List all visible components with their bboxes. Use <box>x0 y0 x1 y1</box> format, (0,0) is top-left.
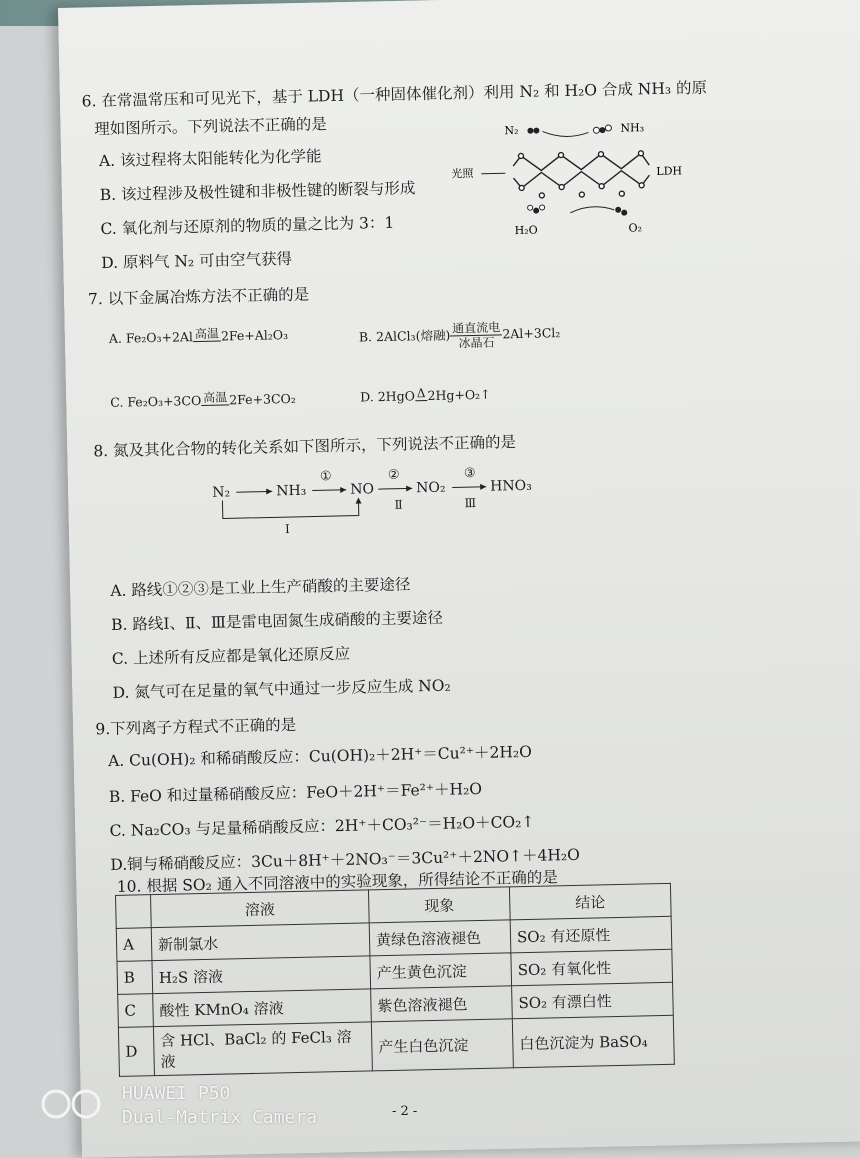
q7-a-right: 2Fe+Al₂O₃ <box>220 327 289 344</box>
table-header-cell: 结论 <box>509 883 671 920</box>
table-cell: 酸性 KMnO₄ 溶液 <box>153 989 372 1027</box>
arrow-n2-to-nh3 <box>542 130 588 137</box>
camera-watermark-logo-icon <box>40 1088 104 1120</box>
q7-b-left: 2AlCl₃(熔融) <box>375 327 451 345</box>
scheme-hno3: HNO₃ <box>490 477 532 495</box>
diagram-o2-label: O₂ <box>628 221 643 235</box>
nh3-molecule-icon <box>593 125 611 133</box>
q9-option-a: A. Cu(OH)₂ 和稀硝酸反应：Cu(OH)₂＋2H⁺＝Cu²⁺＋2H₂O <box>107 742 533 771</box>
q7-option-b <box>359 319 561 352</box>
diagram-nh3-label: NH₃ <box>620 121 645 135</box>
q7-a-condition: 高温 <box>193 327 221 349</box>
camera-watermark <box>122 1082 317 1130</box>
diagram-light-label: 光照 <box>451 166 474 181</box>
table-header-cell <box>116 895 152 929</box>
ldh-lattice-icon <box>513 151 650 199</box>
q7-d-right: 2Hg+O₂↑ <box>427 386 491 404</box>
q7-stem: 7. 以下金属冶炼方法不正确的是 <box>87 285 310 309</box>
table-cell: SO₂ 有漂白性 <box>512 982 674 1019</box>
scheme-n2: N₂ <box>212 484 231 501</box>
q7-c-left: Fe₂O₃+3CO <box>127 392 202 410</box>
scheme-r2: ② <box>387 467 400 483</box>
q7-b-condition: $\frac{\text{通直流电}}{\text{冰晶石}}$ <box>450 320 503 350</box>
q7-a-label: A. <box>108 330 123 346</box>
q9-option-c: C. Na₂CO₃ 与足量稀硝酸反应：2H⁺＋CO₃²⁻＝H₂O＋CO₂↑ <box>109 812 535 841</box>
q8-stem: 8. 氮及其化合物的转化关系如下图所示，下列说法不正确的是 <box>93 433 517 461</box>
scheme-no: NO <box>350 481 375 498</box>
q9-option-b: B. FeO 和过量稀硝酸反应：FeO＋2H⁺＝Fe²⁺＋H₂O <box>108 779 483 807</box>
q6-option-d: D. 原料气 N₂ 可由空气获得 <box>101 249 293 273</box>
h2o-molecule-icon <box>528 205 545 214</box>
ldh-diagram <box>450 112 713 248</box>
scheme-p2: Ⅱ <box>394 497 403 512</box>
table-cell: 新制氯水 <box>151 923 370 961</box>
q8-option-c: C. 上述所有反应都是氧化还原反应 <box>111 644 351 668</box>
q7-c-label: C. <box>110 394 124 410</box>
q9-option-d: D.铜与稀硝酸反应：3Cu＋8H⁺＋2NO₃⁻＝3Cu²⁺＋2NO↑＋4H₂O <box>110 845 581 875</box>
q7-c-right: 2Fe+3CO₂ <box>229 390 296 408</box>
n2-molecule-icon <box>527 128 539 134</box>
scheme-p1: Ⅰ <box>284 522 290 537</box>
q6-stem-line1: 6. 在常温常压和可见光下，基于 LDH（一种固体催化剂）利用 N₂ 和 H₂O 合成 NH₃ 的原 <box>81 78 708 111</box>
table-cell: SO₂ 有还原性 <box>510 916 672 953</box>
page-number: - 2 - <box>392 1104 418 1119</box>
scheme-nh3: NH₃ <box>276 482 307 500</box>
watermark-line1: HUAWEI P50 <box>122 1083 231 1104</box>
q7-c-condition: 高温 <box>201 390 229 412</box>
q6-option-a: A. 该过程将太阳能转化为化学能 <box>98 147 322 171</box>
q8-option-b: B. 路线Ⅰ、Ⅱ、Ⅲ是雷电固氮生成硝酸的主要途径 <box>110 608 444 634</box>
o2-molecule-icon <box>615 207 627 216</box>
table-cell: A <box>116 928 152 962</box>
q7-d-left: 2HgO <box>377 388 416 405</box>
table-cell: D <box>118 1027 154 1077</box>
q7-a-left: Fe₂O₃+2Al <box>125 329 194 346</box>
q7-b-right: 2Al+3Cl₂ <box>502 325 561 342</box>
diagram-n2-label: N₂ <box>504 123 519 138</box>
table-cell: 紫色溶液褪色 <box>371 986 513 1022</box>
q6-option-c: C. 氧化剂与还原剂的物质的量之比为 3：1 <box>100 213 395 239</box>
q10-table <box>115 883 675 1077</box>
table-cell: 产生白色沉淀 <box>371 1019 513 1071</box>
q8-option-a: A. 路线①②③是工业上生产硝酸的主要途径 <box>110 575 411 600</box>
nitrogen-scheme <box>208 459 549 538</box>
table-header-cell: 溶液 <box>151 890 370 928</box>
q7-d-condition: Δ <box>415 386 428 407</box>
q7-option-c <box>110 389 296 414</box>
q6-option-b: B. 该过程涉及极性键和非极性键的断裂与形成 <box>99 179 416 205</box>
scheme-no2: NO₂ <box>416 479 446 497</box>
table-cell: 含 HCl、BaCl₂ 的 FeCl₃ 溶液 <box>153 1022 372 1076</box>
scheme-r1: ① <box>319 469 332 485</box>
q7-d-label: D. <box>360 389 374 405</box>
light-arrow <box>481 173 505 174</box>
q7-option-a <box>109 325 289 350</box>
q7-option-d <box>360 385 491 409</box>
q6-stem-line2: 理如图所示。下列说法不正确的是 <box>94 115 327 139</box>
q10-stem: 10. 根据 SO₂ 通入不同溶液中的实验现象，所得结论不正确的是 <box>116 868 558 896</box>
diagram-h2o-label: H₂O <box>514 223 538 238</box>
table-cell: B <box>117 961 153 995</box>
diagram-ldh-label: LDH <box>656 164 683 178</box>
table-cell: C <box>118 994 154 1028</box>
q9-stem: 9.下列离子方程式不正确的是 <box>95 715 297 739</box>
table-header-cell: 现象 <box>368 887 510 923</box>
scheme-p3: Ⅲ <box>464 495 477 511</box>
table-cell: H₂S 溶液 <box>152 956 371 994</box>
table-cell: 产生黄色沉淀 <box>370 953 512 989</box>
scheme-r3: ③ <box>463 465 476 482</box>
watermark-line2: Dual-Matrix Camera <box>122 1107 318 1128</box>
q8-option-d: D. 氮气可在足量的氧气中通过一步反应生成 NO₂ <box>112 676 451 702</box>
q7-b-label: B. <box>358 329 373 345</box>
table-cell: 白色沉淀为 BaSO₄ <box>512 1015 674 1068</box>
table-cell: 黄绿色溶液褪色 <box>369 920 511 956</box>
arrow-h2o-to-o2 <box>570 206 614 213</box>
table-cell: SO₂ 有氧化性 <box>511 949 673 986</box>
